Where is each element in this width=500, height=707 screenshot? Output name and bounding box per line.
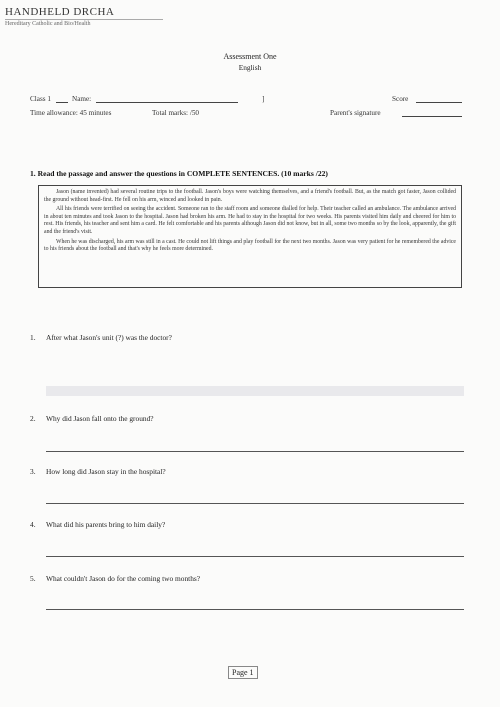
question-text: What couldn't Jason do for the coming two months? bbox=[46, 574, 201, 583]
answer-line-1[interactable] bbox=[46, 386, 464, 396]
time-allowance: Time allowance: 45 minutes bbox=[30, 109, 112, 117]
logo-title: HANDHELD DRCHA bbox=[5, 6, 115, 18]
question-2 bbox=[30, 414, 154, 423]
answer-line-2[interactable] bbox=[46, 451, 464, 452]
answer-line-3[interactable] bbox=[46, 503, 464, 504]
question-number: 3. bbox=[30, 467, 36, 476]
question-number: 1. bbox=[30, 333, 36, 342]
answer-line-5[interactable] bbox=[46, 609, 464, 610]
question-text: After what Jason's unit (?) was the doctor? bbox=[46, 333, 172, 342]
question-4 bbox=[30, 520, 165, 529]
passage-paragraph-1: Jason (name invented) had several routine trips to the football. Jason's boys were watching themselves, and a friend's football. But, as the match got faster, Jason collided the ground without head-first. He fell on his arm, winced and looked in pain. bbox=[44, 189, 456, 203]
question-text: Why did Jason fall onto the ground? bbox=[46, 414, 154, 423]
name-label: Name: bbox=[72, 95, 92, 103]
question-number: 2. bbox=[30, 414, 36, 423]
question-3 bbox=[30, 467, 166, 476]
passage-paragraph-3: When he was discharged, his arm was still in a cast. He could not lift things and play football for the next two months. Jason was very patient for he remembered the advice to his friends about the football and that's why he feels more determined. bbox=[44, 238, 456, 253]
bracket-mark: ] bbox=[262, 95, 265, 103]
page-number: Page 1 bbox=[228, 666, 258, 679]
passage-paragraph-2: All his friends were terrified on seeing the accident. Someone ran to the staff room and someone dialled for help. Their teacher called an ambulance. The ambulance arrived in about ten minutes and took Jason to the hospital. Jason had broken his arm. He had to stay in the hospital for two weeks. His parents visited him daily and cheered for him to rest. His friends, his teacher and sent him a card. He felt comfortable and his parents although Jason did not know, but in all, some two months so by the look, apparently, the gift and the friend's visit. bbox=[44, 206, 456, 235]
score-label: Score bbox=[392, 95, 409, 103]
question-text: What did his parents bring to him daily? bbox=[46, 520, 166, 529]
logo-subtitle: Hereditary Catholic and Bio/Health bbox=[5, 19, 163, 27]
parent-signature-label: Parent's signature bbox=[330, 109, 381, 117]
total-marks: Total marks: /50 bbox=[152, 109, 200, 117]
subject-title: English bbox=[238, 63, 262, 72]
class-label: Class 1 bbox=[30, 95, 51, 103]
question-5 bbox=[30, 574, 200, 583]
question-1 bbox=[30, 333, 172, 342]
section-instruction: 1. Read the passage and answer the questions in COMPLETE SENTENCES. (10 marks /22) bbox=[30, 169, 328, 178]
school-logo bbox=[5, 6, 163, 27]
question-number: 5. bbox=[30, 574, 36, 583]
question-number: 4. bbox=[30, 520, 36, 529]
reading-passage bbox=[38, 185, 462, 288]
page-title: Assessment One bbox=[223, 52, 277, 61]
question-text: How long did Jason stay in the hospital? bbox=[46, 467, 166, 476]
answer-line-4[interactable] bbox=[46, 556, 464, 557]
